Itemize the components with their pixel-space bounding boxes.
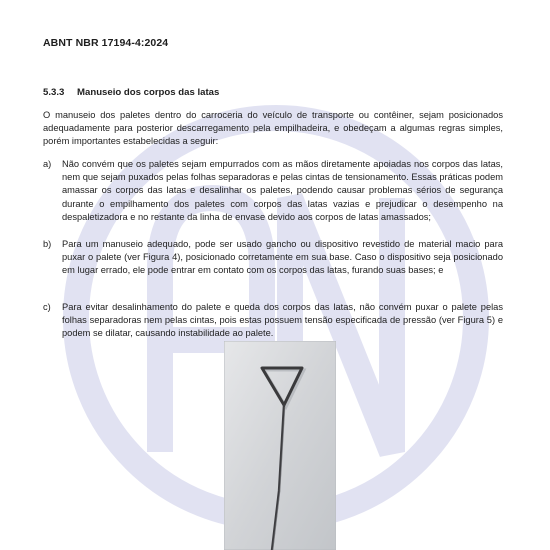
- list-item-text: Não convém que os paletes sejam empurrados com as mãos diretamente apoiadas nos corpos das latas, nem que sejam puxados pelas folhas separadoras e pelas cintas de tensionamento. Essas práticas podem amassar os corpos das latas e desalinhar os paletes, podendo causar problemas sérios de segurança durante o empilhamento dos paletes com corpos das latas vazias e prejudicar o desempenho na despaletizadora e no restante da linha de envase devido aos corpos de latas amassados;: [62, 159, 503, 222]
- list-item: [43, 238, 503, 278]
- document-header: ABNT NBR 17194-4:2024: [43, 37, 169, 49]
- list-marker: c): [43, 302, 51, 312]
- list-item-text: Para um manuseio adequado, pode ser usado gancho ou dispositivo revestido de material macio para puxar o palete (ver Figura 4), posicionado corretamente em sua base. Caso o dispositivo seja posicionado em lugar errado, ele pode entrar em contato com os corpos das latas, furando suas bases; e: [62, 239, 503, 276]
- list-item: [43, 158, 503, 224]
- list-item-text: Para evitar desalinhamento do palete e queda dos corpos das latas, não convém puxar o palete pelas folhas separadoras nem pelas cintas, pois estas possuem tensão especificada de pressão (ver Figura 5) e podem se dilatar, causando instabilidade ao palete.: [62, 302, 503, 339]
- pallet-hook-photo-icon: [224, 341, 336, 550]
- section-heading: [43, 87, 219, 98]
- list-marker: a): [43, 159, 52, 169]
- list-marker: b): [43, 239, 52, 249]
- section-number: 5.3.3: [43, 87, 65, 98]
- list-item: [43, 301, 503, 341]
- intro-paragraph: O manuseio dos paletes dentro do carroceria do veículo de transporte ou contêiner, sejam posicionados adequadamente para posterior descarregamento pela empilhadeira, e obedeçam a algumas regras simples, porém importantes estabelecidas a seguir:: [43, 110, 503, 147]
- section-title: Manuseio dos corpos das latas: [77, 87, 220, 98]
